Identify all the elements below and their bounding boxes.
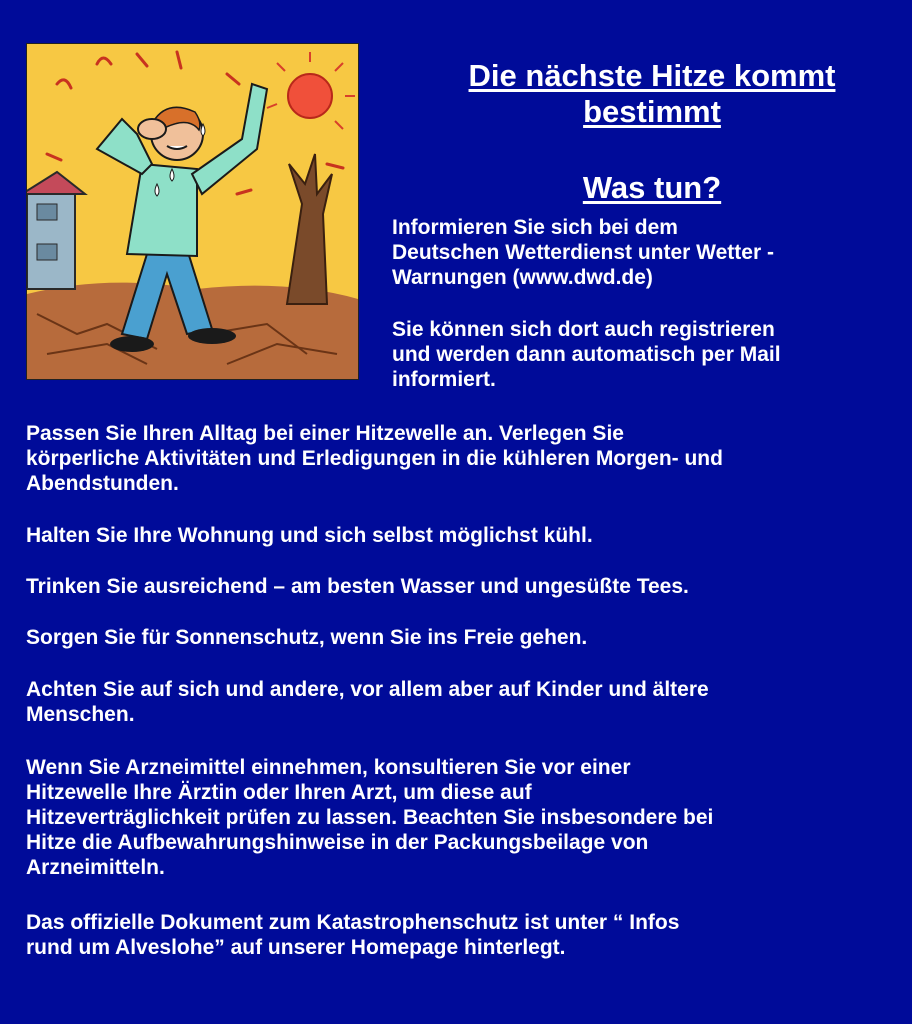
tip-medication: [26, 755, 896, 880]
text-line: Hitzeverträglichkeit prüfen zu lassen. Beachten Sie insbesondere bei: [26, 806, 714, 829]
text-line: Arzneimitteln.: [26, 856, 165, 879]
text-line: Sorgen Sie für Sonnenschutz, wenn Sie ins Freie gehen.: [26, 626, 588, 649]
text-line: Sie können sich dort auch registrieren: [392, 318, 775, 341]
title-line-2: bestimmt: [583, 94, 721, 129]
page-title: [392, 58, 912, 130]
text-line: und werden dann automatisch per Mail: [392, 343, 781, 366]
text-line: Menschen.: [26, 703, 135, 726]
text-line: Halten Sie Ihre Wohnung und sich selbst möglichst kühl.: [26, 524, 593, 547]
text-line: Warnungen (www.dwd.de): [392, 266, 653, 289]
dwd-info-paragraph: [392, 215, 892, 290]
tip-care-for-others: [26, 677, 896, 727]
text-line: körperliche Aktivitäten und Erledigungen in die kühleren Morgen- und: [26, 447, 723, 470]
heat-wave-illustration: [26, 43, 359, 380]
text-line: Abendstunden.: [26, 472, 179, 495]
registration-paragraph: [392, 317, 892, 392]
tip-keep-cool: [26, 523, 896, 548]
text-line: Deutschen Wetterdienst unter Wetter -: [392, 241, 774, 264]
tip-sun-protection: [26, 625, 896, 650]
title-line-1: Die nächste Hitze kommt: [468, 58, 836, 93]
text-line: informiert.: [392, 368, 496, 391]
text-line: Trinken Sie ausreichend – am besten Wasser und ungesüßte Tees.: [26, 575, 689, 598]
text-line: Hitzewelle Ihre Ärztin oder Ihren Arzt, um diese auf: [26, 781, 532, 804]
tip-official-document: [26, 910, 896, 960]
tip-daily-routine: [26, 421, 896, 496]
text-line: Wenn Sie Arzneimittel einnehmen, konsultieren Sie vor einer: [26, 756, 631, 779]
text-line: Passen Sie Ihren Alltag bei einer Hitzewelle an. Verlegen Sie: [26, 422, 624, 445]
tip-drink: [26, 574, 896, 599]
text-line: Informieren Sie sich bei dem: [392, 216, 678, 239]
sweating-man-icon: [27, 44, 358, 379]
text-line: Das offizielle Dokument zum Katastrophenschutz ist unter “ Infos: [26, 911, 680, 934]
text-line: Hitze die Aufbewahrungshinweise in der Packungsbeilage von: [26, 831, 649, 854]
text-line: rund um Alveslohe” auf unserer Homepage hinterlegt.: [26, 936, 566, 959]
page-subtitle: Was tun?: [582, 170, 722, 205]
text-line: Achten Sie auf sich und andere, vor allem aber auf Kinder und ältere: [26, 678, 709, 701]
